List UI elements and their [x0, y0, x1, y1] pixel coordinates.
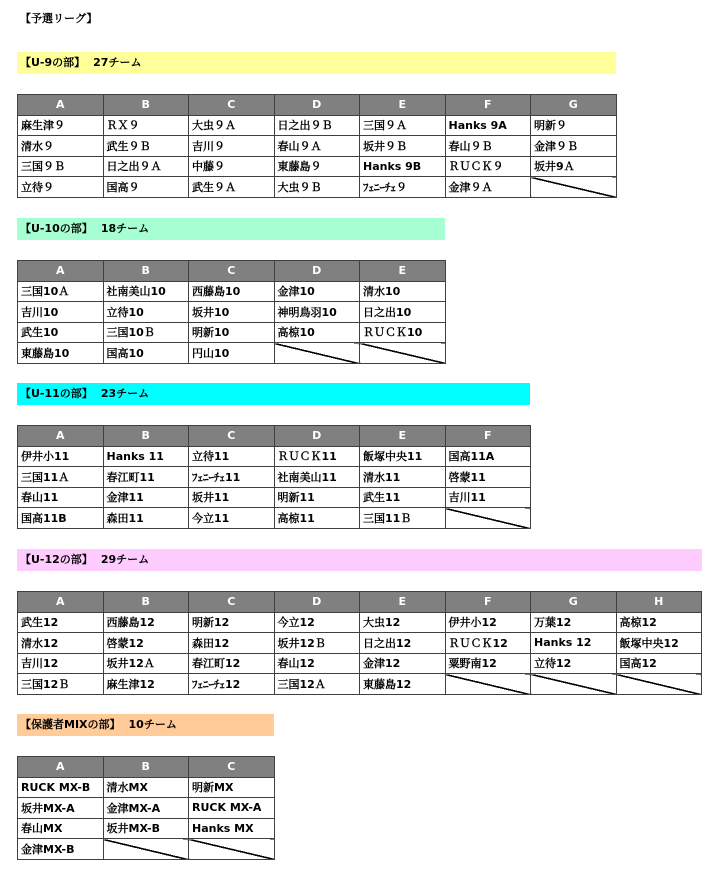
team-cell: 三国11Ｂ	[360, 508, 446, 529]
section-label: 【U-9の部】	[20, 56, 86, 69]
team-cell: 金津MX-A	[103, 798, 189, 819]
table-row	[18, 818, 275, 839]
team-cell: 明新10	[189, 322, 275, 343]
empty-slot-cell	[531, 177, 617, 198]
group-header-cell: B	[103, 426, 189, 447]
team-cell: 社南美山10	[103, 281, 189, 302]
group-header-cell: A	[18, 261, 104, 282]
team-cell: 吉川12	[18, 653, 104, 674]
table-row	[18, 156, 617, 177]
team-cell: 三国９Ｂ	[18, 156, 104, 177]
group-header-cell: E	[360, 95, 446, 116]
team-cell: ＲＵＣＫ12	[445, 633, 531, 654]
team-cell: 坂井12Ａ	[103, 653, 189, 674]
table-row	[18, 136, 617, 157]
empty-slot-cell	[531, 674, 617, 695]
team-cell: 伊井小12	[445, 612, 531, 633]
team-cell: 日之出９Ｂ	[274, 115, 360, 136]
team-cell: ＲＵＣＫ10	[360, 322, 446, 343]
group-header-cell: B	[103, 592, 189, 613]
team-cell: 国高11B	[18, 508, 104, 529]
team-cell: RUCK MX-B	[18, 777, 104, 798]
team-cell: 明新12	[189, 612, 275, 633]
team-cell: 武生９Ａ	[189, 177, 275, 198]
group-header-cell: C	[189, 95, 275, 116]
team-cell: ﾌｪﾆｰﾁｪ12	[189, 674, 275, 695]
group-header-cell: G	[531, 95, 617, 116]
team-cell: 坂井９Ｂ	[360, 136, 446, 157]
group-header-cell: F	[445, 426, 531, 447]
team-cell: 西藤島12	[103, 612, 189, 633]
team-cell: 春山９Ｂ	[445, 136, 531, 157]
team-cell: 万葉12	[531, 612, 617, 633]
group-header-cell: C	[189, 261, 275, 282]
table-row	[18, 633, 702, 654]
team-cell: 麻生津９	[18, 115, 104, 136]
table-row	[18, 177, 617, 198]
group-header-cell: C	[189, 757, 275, 778]
team-cell: 今立11	[189, 508, 275, 529]
team-cell: 飯塚中央11	[360, 446, 446, 467]
section-header	[17, 218, 445, 240]
team-cell: 森田11	[103, 508, 189, 529]
team-cell: 円山10	[189, 343, 275, 364]
team-cell: 高椋10	[274, 322, 360, 343]
section-label: 【U-12の部】	[20, 553, 93, 566]
team-cell: 飯塚中央12	[616, 633, 702, 654]
table-row	[18, 322, 446, 343]
team-cell: 吉川10	[18, 302, 104, 323]
table-row	[18, 839, 275, 860]
table-row	[18, 653, 702, 674]
group-header-cell: A	[18, 426, 104, 447]
team-cell: 春山11	[18, 487, 104, 508]
group-header-cell: F	[445, 592, 531, 613]
table-row	[18, 446, 531, 467]
group-header-cell: C	[189, 592, 275, 613]
section-label: 【U-10の部】	[20, 222, 93, 235]
team-cell: 社南美山11	[274, 467, 360, 488]
group-header-cell: A	[18, 95, 104, 116]
section-header	[17, 549, 702, 571]
group-header-cell: A	[18, 592, 104, 613]
section-header	[17, 383, 530, 405]
team-cell: 中藤９	[189, 156, 275, 177]
team-cell: 国高12	[616, 653, 702, 674]
team-cell: 麻生津12	[103, 674, 189, 695]
team-cell: 粟野南12	[445, 653, 531, 674]
team-cell: 立待10	[103, 302, 189, 323]
table-row	[18, 487, 531, 508]
group-table	[17, 425, 531, 529]
team-cell: Hanks 9A	[445, 115, 531, 136]
table-row	[18, 612, 702, 633]
team-cell: 啓蒙11	[445, 467, 531, 488]
team-cell: Hanks MX	[189, 818, 275, 839]
team-cell: 三国12Ａ	[274, 674, 360, 695]
table-row	[18, 302, 446, 323]
team-cell: 春江町12	[189, 653, 275, 674]
group-table	[17, 260, 446, 364]
team-cell: ＲＵＣＫ９	[445, 156, 531, 177]
team-cell: 日之出10	[360, 302, 446, 323]
team-cell: 大虫12	[360, 612, 446, 633]
group-table	[17, 756, 275, 860]
group-header-cell: B	[103, 757, 189, 778]
section-label: 【保護者MIXの部】	[20, 718, 121, 731]
team-cell: 坂井MX-B	[103, 818, 189, 839]
group-table	[17, 591, 702, 695]
team-cell: 清水12	[18, 633, 104, 654]
team-cell: ＲＸ９	[103, 115, 189, 136]
team-cell: 坂井11	[189, 487, 275, 508]
empty-slot-cell	[616, 674, 702, 695]
team-cell: 吉川９	[189, 136, 275, 157]
group-header-cell: H	[616, 592, 702, 613]
group-header-cell: D	[274, 261, 360, 282]
group-header-cell: A	[18, 757, 104, 778]
table-row	[18, 467, 531, 488]
team-count: 10チーム	[128, 718, 177, 731]
team-cell: RUCK MX-A	[189, 798, 275, 819]
team-cell: 高椋11	[274, 508, 360, 529]
team-cell: ＲＵＣＫ11	[274, 446, 360, 467]
empty-slot-cell	[274, 343, 360, 364]
empty-slot-cell	[103, 839, 189, 860]
section-header	[17, 52, 616, 74]
team-cell: 立待12	[531, 653, 617, 674]
team-cell: 大虫９Ａ	[189, 115, 275, 136]
team-cell: 清水MX	[103, 777, 189, 798]
team-cell: 金津９Ａ	[445, 177, 531, 198]
team-cell: 清水10	[360, 281, 446, 302]
team-cell: 明新MX	[189, 777, 275, 798]
group-header-cell: D	[274, 426, 360, 447]
team-cell: 春山９Ａ	[274, 136, 360, 157]
team-cell: 金津11	[103, 487, 189, 508]
team-cell: 国高９	[103, 177, 189, 198]
section-label: 【U-11の部】	[20, 387, 93, 400]
team-cell: 三国12Ｂ	[18, 674, 104, 695]
team-cell: 金津10	[274, 281, 360, 302]
team-cell: 春江町11	[103, 467, 189, 488]
team-cell: 清水11	[360, 467, 446, 488]
section-header	[17, 714, 274, 736]
group-header-cell: E	[360, 261, 446, 282]
team-cell: 東藤島10	[18, 343, 104, 364]
group-header-cell: D	[274, 95, 360, 116]
team-cell: 金津12	[360, 653, 446, 674]
team-cell: ﾌｪﾆｰﾁｪ11	[189, 467, 275, 488]
team-cell: 国高11A	[445, 446, 531, 467]
team-cell: 伊井小11	[18, 446, 104, 467]
team-cell: 武生10	[18, 322, 104, 343]
team-cell: 高椋12	[616, 612, 702, 633]
team-cell: Hanks 12	[531, 633, 617, 654]
group-header-cell: D	[274, 592, 360, 613]
team-cell: 立待９	[18, 177, 104, 198]
team-cell: 春山MX	[18, 818, 104, 839]
group-header-row	[18, 592, 702, 613]
group-header-row	[18, 757, 275, 778]
team-count: 27チーム	[93, 56, 142, 69]
team-cell: 明新９	[531, 115, 617, 136]
team-count: 23チーム	[100, 387, 150, 400]
group-header-row	[18, 261, 446, 282]
team-cell: 三国10Ｂ	[103, 322, 189, 343]
group-header-cell: C	[189, 426, 275, 447]
table-row	[18, 508, 531, 529]
team-cell: 三国９Ａ	[360, 115, 446, 136]
team-cell: 坂井12Ｂ	[274, 633, 360, 654]
team-cell: 国高10	[103, 343, 189, 364]
team-cell: Hanks 11	[103, 446, 189, 467]
team-cell: 大虫９Ｂ	[274, 177, 360, 198]
group-header-row	[18, 95, 617, 116]
team-cell: 金津MX-B	[18, 839, 104, 860]
group-header-cell: E	[360, 592, 446, 613]
table-row	[18, 777, 275, 798]
team-cell: 東藤島９	[274, 156, 360, 177]
team-cell: 清水９	[18, 136, 104, 157]
group-table	[17, 94, 617, 198]
table-row	[18, 674, 702, 695]
empty-slot-cell	[445, 508, 531, 529]
group-header-cell: B	[103, 95, 189, 116]
group-header-cell: G	[531, 592, 617, 613]
table-row	[18, 343, 446, 364]
page-title: 【予選リーグ】	[20, 12, 98, 25]
team-count: 29チーム	[100, 553, 150, 566]
team-cell: 神明鳥羽10	[274, 302, 360, 323]
group-header-cell: E	[360, 426, 446, 447]
table-row	[18, 281, 446, 302]
empty-slot-cell	[360, 343, 446, 364]
team-cell: 坂井10	[189, 302, 275, 323]
team-cell: 吉川11	[445, 487, 531, 508]
team-cell: 啓蒙12	[103, 633, 189, 654]
team-cell: 金津９Ｂ	[531, 136, 617, 157]
team-cell: ﾌｪﾆｰﾁｪ９	[360, 177, 446, 198]
team-cell: 武生11	[360, 487, 446, 508]
group-header-cell: F	[445, 95, 531, 116]
team-cell: 日之出９Ａ	[103, 156, 189, 177]
team-cell: 立待11	[189, 446, 275, 467]
empty-slot-cell	[189, 839, 275, 860]
team-cell: 武生12	[18, 612, 104, 633]
team-cell: 東藤島12	[360, 674, 446, 695]
team-count: 18チーム	[100, 222, 150, 235]
team-cell: 春山12	[274, 653, 360, 674]
table-row	[18, 115, 617, 136]
team-cell: 坂井9Ａ	[531, 156, 617, 177]
team-cell: Hanks 9B	[360, 156, 446, 177]
team-cell: 三国11Ａ	[18, 467, 104, 488]
team-cell: 今立12	[274, 612, 360, 633]
team-cell: 武生９Ｂ	[103, 136, 189, 157]
team-cell: 明新11	[274, 487, 360, 508]
team-cell: 西藤島10	[189, 281, 275, 302]
team-cell: 森田12	[189, 633, 275, 654]
group-header-cell: B	[103, 261, 189, 282]
table-row	[18, 798, 275, 819]
empty-slot-cell	[445, 674, 531, 695]
team-cell: 三国10Ａ	[18, 281, 104, 302]
team-cell: 坂井MX-A	[18, 798, 104, 819]
team-cell: 日之出12	[360, 633, 446, 654]
group-header-row	[18, 426, 531, 447]
